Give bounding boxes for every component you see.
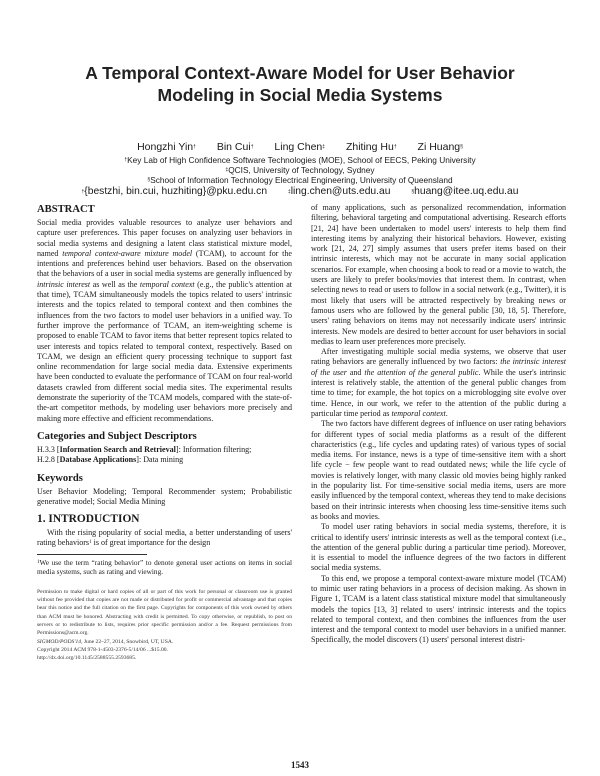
author-name: Bin Cui	[216, 141, 251, 153]
permission-text: Permission to make digital or hard copies of all or part of this work for personal or classroom use is granted without fee provided that copies are not made or distributed for profit or commercial advantage and that copies bear this notice and the full citation on the first page. Copyrights for components of this work owned by others than ACM must be honored. Abstracting with credit is permitted. To copy otherwise, or republish, to post on servers or to redistribute to lists, requires prior specific permission and/or a fee. Request permissions from Permissions@acm.org.	[37, 588, 292, 637]
paper-title	[0, 62, 600, 106]
category-item	[37, 445, 292, 455]
affiliation-mark: †	[81, 189, 85, 195]
copyright-line: Copyright 2014 ACM 978-1-4503-2376-5/14/06 ...$15.00.	[37, 646, 168, 653]
left-column	[37, 203, 292, 662]
email-text: huang@itee.uq.edu.au	[414, 186, 519, 197]
email-text: ling.chen@uts.edu.au	[290, 186, 391, 197]
text-run: (TCAM), to account for the intentions and preferences behind user behaviors. Based on the observation that the behaviors of a user in social media systems are generally influenced by	[37, 248, 292, 279]
affiliation-mark: ‡	[225, 167, 229, 173]
email	[288, 186, 391, 197]
keywords-text: User Behavior Modeling; Temporal Recommender system; Probabilistic generative model; Social Media Mining	[37, 486, 292, 506]
category-item	[37, 455, 292, 465]
affiliation-mark: §	[460, 144, 463, 150]
italic-run: temporal context-aware mixture model	[62, 248, 193, 258]
author-list	[0, 141, 600, 154]
affiliation-text: School of Information Technology Electrical Engineering, University of Queensland	[150, 175, 453, 185]
title-line-1: A Temporal Context-Aware Model for User Behavior	[85, 63, 515, 83]
affiliation	[0, 155, 600, 165]
footnote-ref: 1	[89, 540, 92, 546]
author	[217, 141, 254, 153]
venue-line	[37, 638, 292, 646]
footnote-mark: 1	[37, 559, 40, 565]
author-name: Hongzhi Yin	[137, 141, 194, 153]
intro-paragraph	[37, 528, 292, 549]
italic-run: temporal context	[391, 408, 446, 418]
affiliation-mark: ‡	[287, 189, 291, 195]
affiliation-mark: ‡	[322, 144, 326, 150]
intro-paragraph: The two factors have different degrees of influence on user rating behaviors for different types of social media platforms as a result of the different characteristics (e.g., life cycles and updating rates) of various types of social media items. For instance, news is a type of time-sensitive item with a short life cycle − few people want to read outdated news; while the life cycle of movies is relatively longer, with many classic old movies being highly ranked in the popularity list. For time-sensitive social media items, users are more easily influenced by the temporal context, whereas they tend to make decisions based on their intrinsic interests when choosing less time-sensitive items such as books and movies.	[311, 419, 566, 521]
doi-link[interactable]: http://dx.doi.org/10.1145/2588555.2593685.	[37, 655, 137, 662]
text-run: H.2.8 [	[37, 455, 60, 465]
text-run: Social media provides valuable resources to analyze user behaviors and capture user preferences. This paper focuses on analyzing user behaviors in social media systems and designing a latent class statistical mixture model, named	[37, 218, 292, 258]
text-run: After investigating multiple social media systems, we observe that user rating behaviors are generally influenced by two factors:	[311, 347, 566, 367]
author	[137, 141, 196, 153]
author	[346, 141, 397, 153]
categories-heading: Categories and Subject Descriptors	[37, 430, 197, 442]
permission-block	[37, 588, 292, 663]
abstract-text	[37, 218, 292, 424]
venue-details: , June 22–27, 2014, Snowbird, UT, USA.	[81, 638, 174, 645]
affiliation-mark: §	[411, 189, 415, 195]
author	[418, 141, 463, 153]
affiliation-mark: †	[250, 144, 254, 150]
venue-name: SIGMOD/PODS'14	[37, 638, 82, 645]
italic-run: intrinsic interest	[37, 279, 91, 289]
email-text: {bestzhi, bin.cui, huzhiting}@pku.edu.cn	[84, 186, 268, 197]
text-run: as well as the	[90, 279, 140, 289]
affiliation-text: Key Lab of High Confidence Software Technologies (MOE), School of EECS, Peking University	[127, 155, 476, 165]
author-name: Ling Chen	[274, 141, 323, 153]
email-list	[0, 186, 600, 198]
email	[82, 186, 268, 197]
text-run: ]: Data mining	[136, 455, 184, 465]
keywords-heading: Keywords	[37, 472, 83, 484]
italic-run: the attention of the general public	[364, 367, 479, 377]
author-name: Zhiting Hu	[345, 141, 394, 153]
text-run: . While the user's intrinsic interest is relatively stable, the attention of the general public changes from time to time; for example, the hot topics on a microblogging site evolve over time. Hence, in our work, we refer to the attention of the public during a particular time period as	[311, 367, 567, 418]
text-run: With the rising popularity of social media, a better understanding of users' rating behaviors	[37, 528, 292, 548]
email	[411, 186, 518, 197]
introduction-heading: 1. INTRODUCTION	[37, 513, 140, 526]
text-run: is of great importance for the design	[91, 538, 211, 548]
right-column	[311, 203, 566, 646]
text-run: ]: Information filtering;	[175, 444, 252, 454]
intro-paragraph: To model user rating behaviors in social media systems, therefore, it is critical to identify users' intrinsic interests as well as the temporal context (i.e., the attention of the general public during a particular time period). Moreover, it is essential to model the influence degrees of the two factors in different social media systems.	[311, 522, 566, 573]
italic-run: the intrinsic interest of the user	[311, 357, 566, 377]
abstract-heading: ABSTRACT	[37, 204, 95, 215]
affiliation-mark: †	[124, 157, 128, 163]
footnote-rule	[37, 554, 147, 555]
title-line-2: Modeling in Social Media Systems	[157, 85, 443, 105]
page-number: 1543	[291, 760, 309, 770]
author	[274, 141, 325, 153]
text-run: .	[445, 408, 448, 418]
intro-paragraph: To this end, we propose a temporal context-aware mixture model (TCAM) to mimic user rating behaviors in a process of decision making. As shown in Figure 1, TCAM is a latent class statistical mixture model that simultaneously models the topics [13, 3] related to users' intrinsic interests and the topics related to temporal context, and then combines the influences from the user interest and the temporal context to model user behaviors in a unified manner. Specifically, the model discovers (1) users' personal interest distri-	[311, 573, 566, 645]
text-run: H.3.3 [	[37, 444, 60, 454]
affiliation-mark: †	[193, 144, 196, 150]
affiliation-mark: †	[393, 144, 397, 150]
intro-paragraph: of many applications, such as personalized recommendation, information filtering, behavioral targeting and computational advertising. Research efforts [21, 24] have been undertaken to model users' interests to help them find interesting items by analyzing their historical behaviors. However, existing work [21, 24, 27] simply assumes that users prefer items based on their intrinsic interests, which may not be accurate in many social application scenarios. For example, when choosing a book to read or a movie to watch, the users are likely to prefer books/movies that interest them. In contrast, when selecting news to read or users to follow in a social network (e.g., Twitter), it is most likely that users will be attracted respectively by breaking news or famous users who are followed by the general public [30, 18, 5]. Therefore, users' rating behaviors on items may not necessarily indicate users' intrinsic interests. New models are desired to better account for user behaviors in social medias to learn user preferences more precisely.	[311, 203, 566, 346]
text-run: and	[346, 367, 365, 377]
footnote	[37, 558, 292, 576]
affiliation-mark: §	[147, 177, 151, 183]
affiliation-text: QCIS, University of Technology, Sydney	[228, 165, 375, 175]
affiliation	[0, 165, 600, 175]
bold-run: Information Search and Retrieval	[59, 444, 176, 454]
italic-run: temporal context	[139, 279, 195, 289]
bold-run: Database Applications	[59, 455, 137, 465]
affiliation	[0, 175, 600, 185]
footnote-text: We use the term “rating behavior” to denote general user actions on items in social media systems, such as rating and viewing.	[37, 557, 292, 576]
text-run: (e.g., the public's attention at that time), TCAM simultaneously models the topics related to users' intrinsic interests and the topics related to temporal context and then combines the influences from the two factors to model user behaviors in a unified way. To further improve the performance of TCAM, an item-weighting scheme is proposed to enable TCAM to favor items that better represent topics related to user interests and topics related to temporal context, respectively. Based on TCAM, we design an efficient query processing technique to support fast online recommendation for large social media data. Extensive experiments have been conducted to evaluate the performance of TCAM on four real-world datasets crawled from different social media sites. The experimental results demonstrate the superiority of the TCAM models, compared with the state-of-the-art competitor methods, by modeling user behaviors more precisely and making more effective and efficient recommendations.	[37, 279, 293, 423]
author-name: Zi Huang	[417, 141, 461, 153]
intro-paragraph	[311, 347, 566, 419]
